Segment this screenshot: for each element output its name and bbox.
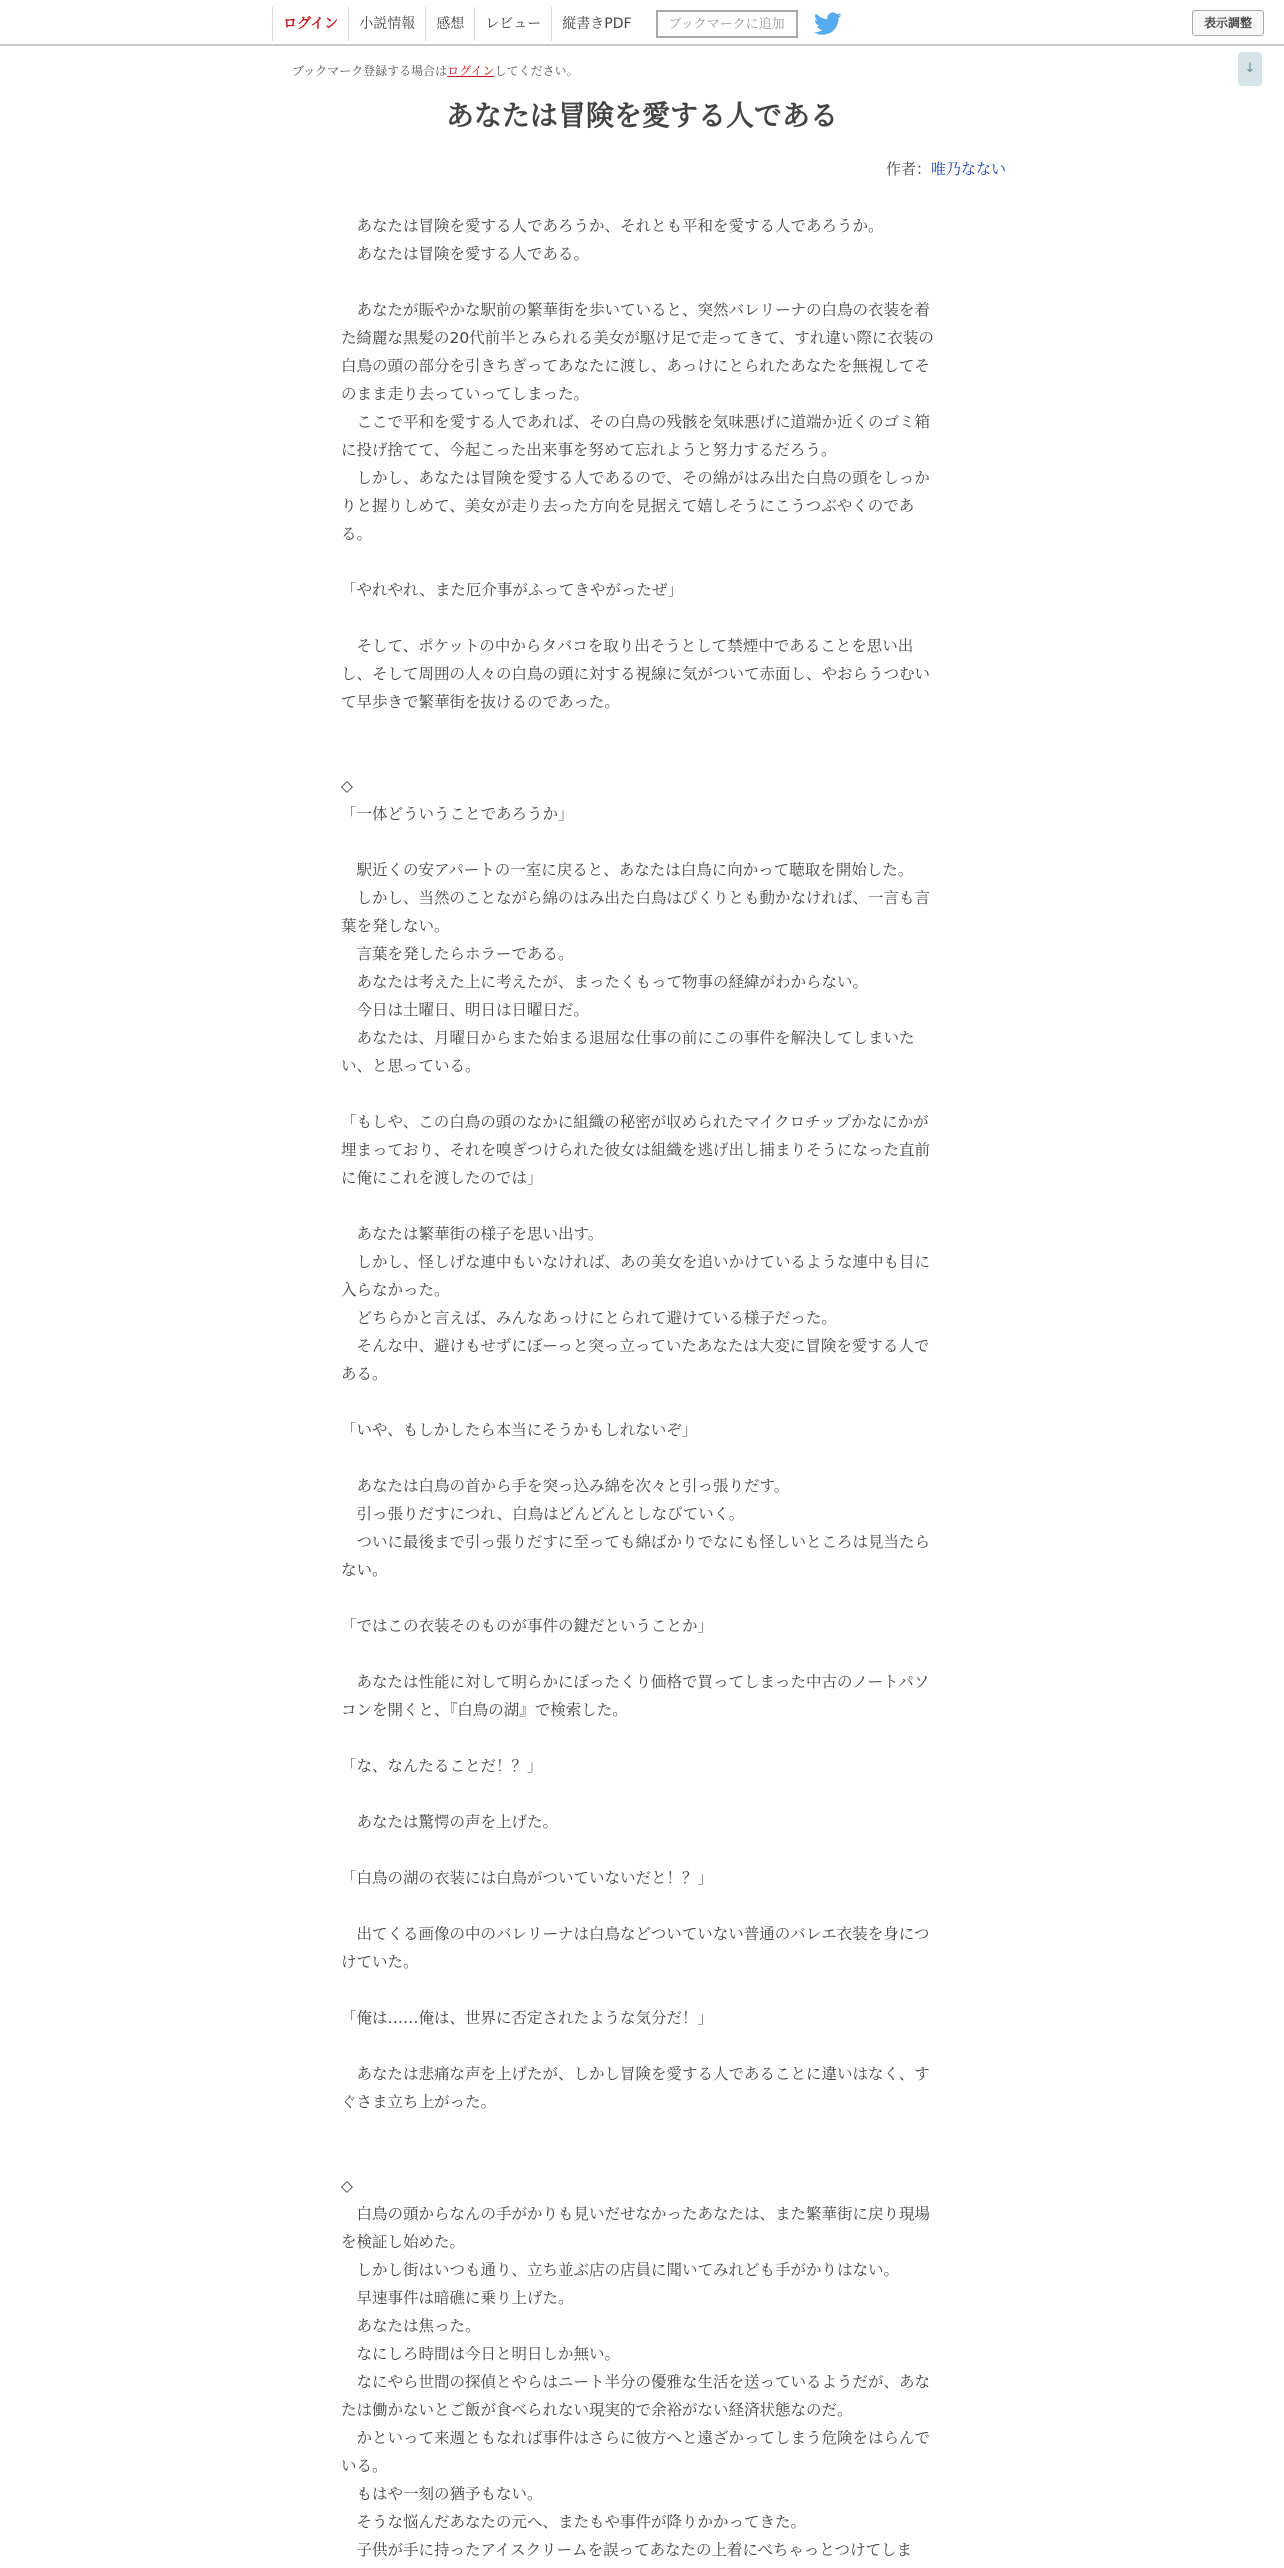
notice-login-link[interactable]: ログイン bbox=[447, 64, 495, 78]
blank-line bbox=[341, 1388, 937, 1416]
novel-paragraph: 「一体どういうことであろうか」 bbox=[341, 805, 574, 823]
add-bookmark-button[interactable]: ブックマークに追加 bbox=[656, 10, 798, 38]
blank-line bbox=[341, 1444, 937, 1472]
novel-paragraph: しかし、怪しげな連中もいなければ、あの美女を追いかけているような連中も目に入らなかった。 bbox=[341, 1253, 931, 1299]
novel-paragraph: 「もしや、この白鳥の頭のなかに組織の秘密が収められたマイクロチップかなにかが埋まっており、それを嗅ぎつけられた彼女は組織を逃げ出し捕まりそうになった直前に俺にこれを渡したのでは」 bbox=[341, 1113, 931, 1187]
novel-paragraph: しかし街はいつも通り、立ち並ぶ店の店員に聞いてみれども手がかりはない。 bbox=[341, 2261, 900, 2279]
novel-paragraph: 「白鳥の湖の衣装には白鳥がついていないだと！？」 bbox=[341, 1869, 714, 1887]
blank-line bbox=[341, 1780, 937, 1808]
novel-paragraph: しかし、あなたは冒険を愛する人であるので、その綿がはみ出た白鳥の頭をしっかりと握りしめて、美女が走り去った方向を見据えて嬉しそうにこうつぶやくのである。 bbox=[341, 469, 930, 543]
blank-line bbox=[341, 1192, 937, 1220]
scroll-down-button[interactable]: ↓ bbox=[1238, 52, 1262, 86]
novel-paragraph: あなたは冒険を愛する人であろうか、それとも平和を愛する人であろうか。 bbox=[341, 217, 884, 235]
novel-paragraph: かといって来週ともなれば事件はさらに彼方へと遠ざかってしまう危険をはらんでいる。 bbox=[341, 2429, 931, 2475]
novel-paragraph: なにしろ時間は今日と明日しか無い。 bbox=[341, 2345, 621, 2363]
novel-paragraph: そして、ポケットの中からタバコを取り出そうとして禁煙中であることを思い出し、そして周囲の人々の白鳥の頭に対する視線に気がついて赤面し、やおらうつむいて早歩きで繁華街を抜けるのであった。 bbox=[341, 637, 931, 711]
novel-paragraph: 引っ張りだすにつれ、白鳥はどんどんとしなびていく。 bbox=[341, 1505, 745, 1523]
novel-paragraph: 「やれやれ、また厄介事がふってきやがったぜ」 bbox=[341, 581, 683, 599]
notice-text-after: してください。 bbox=[494, 64, 579, 78]
blank-line bbox=[341, 1584, 937, 1612]
blank-line bbox=[341, 2116, 937, 2144]
novel-paragraph: あなたは性能に対して明らかにぼったくり価格で買ってしまった中古のノートパソコンを開くと、『白鳥の湖』で検索した。 bbox=[341, 1673, 930, 1719]
blank-line bbox=[341, 268, 937, 296]
blank-line bbox=[341, 1724, 937, 1752]
novel-paragraph: しかし、当然のことながら綿のはみ出た白鳥はぴくりとも動かなければ、一言も言葉を発しない。 bbox=[341, 889, 931, 935]
nav-login-link[interactable]: ログイン bbox=[272, 7, 348, 41]
story-title: あなたは冒険を愛する人である bbox=[445, 99, 838, 132]
novel-paragraph: 「俺は……俺は、世界に否定されたような気分だ！」 bbox=[341, 2009, 714, 2027]
novel-paragraph: そんな中、避けもせずにぼーっと突っ立っていたあなたは大変に冒険を愛する人である。 bbox=[341, 1337, 930, 1383]
author-line bbox=[886, 158, 1006, 179]
novel-paragraph: あなたは考えた上に考えたが、まったくもって物事の経緯がわからない。 bbox=[341, 973, 869, 991]
novel-paragraph: ここで平和を愛する人であれば、その白鳥の残骸を気味悪げに道端か近くのゴミ箱に投げ捨てて、今起こった出来事を努めて忘れようと努力するだろう。 bbox=[341, 413, 931, 459]
global-nav bbox=[272, 7, 842, 41]
novel-paragraph: 「な、なんたることだ！？」 bbox=[341, 1757, 543, 1775]
novel-paragraph: 「ではこの衣装そのものが事件の鍵だということか」 bbox=[341, 1617, 714, 1635]
novel-paragraph: 「いや、もしかしたら本当にそうかもしれないぞ」 bbox=[341, 1421, 698, 1439]
blank-line bbox=[341, 2144, 937, 2172]
novel-paragraph: なにやら世間の探偵とやらはニート半分の優雅な生活を送っているようだが、あなたは働かないとご飯が食べられない現実的で余裕がない経済状態なのだ。 bbox=[341, 2373, 931, 2419]
novel-paragraph: 白鳥の頭からなんの手がかりも見いだせなかったあなたは、また繁華街に戻り現場を検証し始めた。 bbox=[341, 2205, 931, 2251]
novel-paragraph: あなたは焦った。 bbox=[341, 2317, 481, 2335]
novel-paragraph: あなたは繁華街の様子を思い出す。 bbox=[341, 1225, 604, 1243]
notice-text-before: ブックマーク登録する場合は bbox=[292, 64, 448, 78]
novel-paragraph: 駅近くの安アパートの一室に戻ると、あなたは白鳥に向かって聴取を開始した。 bbox=[341, 861, 914, 879]
blank-line bbox=[341, 744, 937, 772]
novel-paragraph: あなたが賑やかな駅前の繁華街を歩いていると、突然バレリーナの白鳥の衣装を着た綺麗な黒髪の20代前半とみられる美女が駆け足で走ってきて、すれ違い際に衣装の白鳥の頭の部分を引きちぎってあなたに渡し、あっけにとられたあなたを無視してそのまま走り去っていってしまった。 bbox=[341, 301, 934, 403]
twitter-bird-icon[interactable] bbox=[814, 12, 842, 36]
top-nav-bar bbox=[0, 0, 1284, 46]
author-name-link[interactable]: 唯乃なない bbox=[931, 160, 1007, 178]
novel-paragraph: あなたは冒険を愛する人である。 bbox=[341, 245, 590, 263]
nav-novel-info-link[interactable]: 小説情報 bbox=[348, 7, 425, 41]
bookmark-login-notice bbox=[292, 62, 579, 79]
novel-paragraph: 今日は土曜日、明日は日曜日だ。 bbox=[341, 1001, 590, 1019]
blank-line bbox=[341, 828, 937, 856]
author-label: 作者： bbox=[886, 160, 932, 178]
novel-paragraph: あなたは白鳥の首から手を突っ込み綿を次々と引っ張りだす。 bbox=[341, 1477, 790, 1495]
novel-paragraph: ついに最後まで引っ張りだすに至っても綿ばかりでなにも怪しいところは見当たらない。 bbox=[341, 1533, 931, 1579]
blank-line bbox=[341, 1976, 937, 2004]
blank-line bbox=[341, 604, 937, 632]
novel-paragraph: ◇ bbox=[341, 2177, 353, 2195]
novel-body bbox=[341, 212, 937, 2564]
novel-paragraph: 出てくる画像の中のバレリーナは白鳥などついていない普通のバレエ衣装を身につけていた。 bbox=[341, 1925, 930, 1971]
novel-paragraph: どちらかと言えば、みんなあっけにとられて避けている様子だった。 bbox=[341, 1309, 837, 1327]
nav-impressions-link[interactable]: 感想 bbox=[425, 7, 474, 41]
blank-line bbox=[341, 1836, 937, 1864]
novel-paragraph: そうな悩んだあなたの元へ、またもや事件が降りかかってきた。 bbox=[341, 2513, 807, 2531]
blank-line bbox=[341, 2032, 937, 2060]
novel-paragraph: あなたは、月曜日からまた始まる退屈な仕事の前にこの事件を解決してしまいたい、と思っている。 bbox=[341, 1029, 915, 1075]
blank-line bbox=[341, 716, 937, 744]
blank-line bbox=[341, 1640, 937, 1668]
novel-paragraph: 言葉を発したらホラーである。 bbox=[341, 945, 574, 963]
display-settings-button[interactable]: 表示調整 bbox=[1192, 10, 1264, 36]
blank-line bbox=[341, 1080, 937, 1108]
novel-paragraph: 子供が手に持ったアイスクリームを誤ってあなたの上着にべちゃっとつけてしま bbox=[341, 2541, 913, 2559]
novel-paragraph: あなたは悲痛な声を上げたが、しかし冒険を愛する人であることに違いはなく、すぐさま立ち上がった。 bbox=[341, 2065, 930, 2111]
novel-paragraph: ◇ bbox=[341, 777, 353, 795]
nav-review-link[interactable]: レビュー bbox=[474, 7, 551, 41]
blank-line bbox=[341, 1892, 937, 1920]
blank-line bbox=[341, 548, 937, 576]
novel-paragraph: もはや一刻の猶予もない。 bbox=[341, 2485, 543, 2503]
novel-paragraph: 早速事件は暗礁に乗り上げた。 bbox=[341, 2289, 574, 2307]
nav-vertical-pdf-link[interactable]: 縦書きPDF bbox=[551, 7, 641, 41]
novel-paragraph: あなたは驚愕の声を上げた。 bbox=[341, 1813, 559, 1831]
